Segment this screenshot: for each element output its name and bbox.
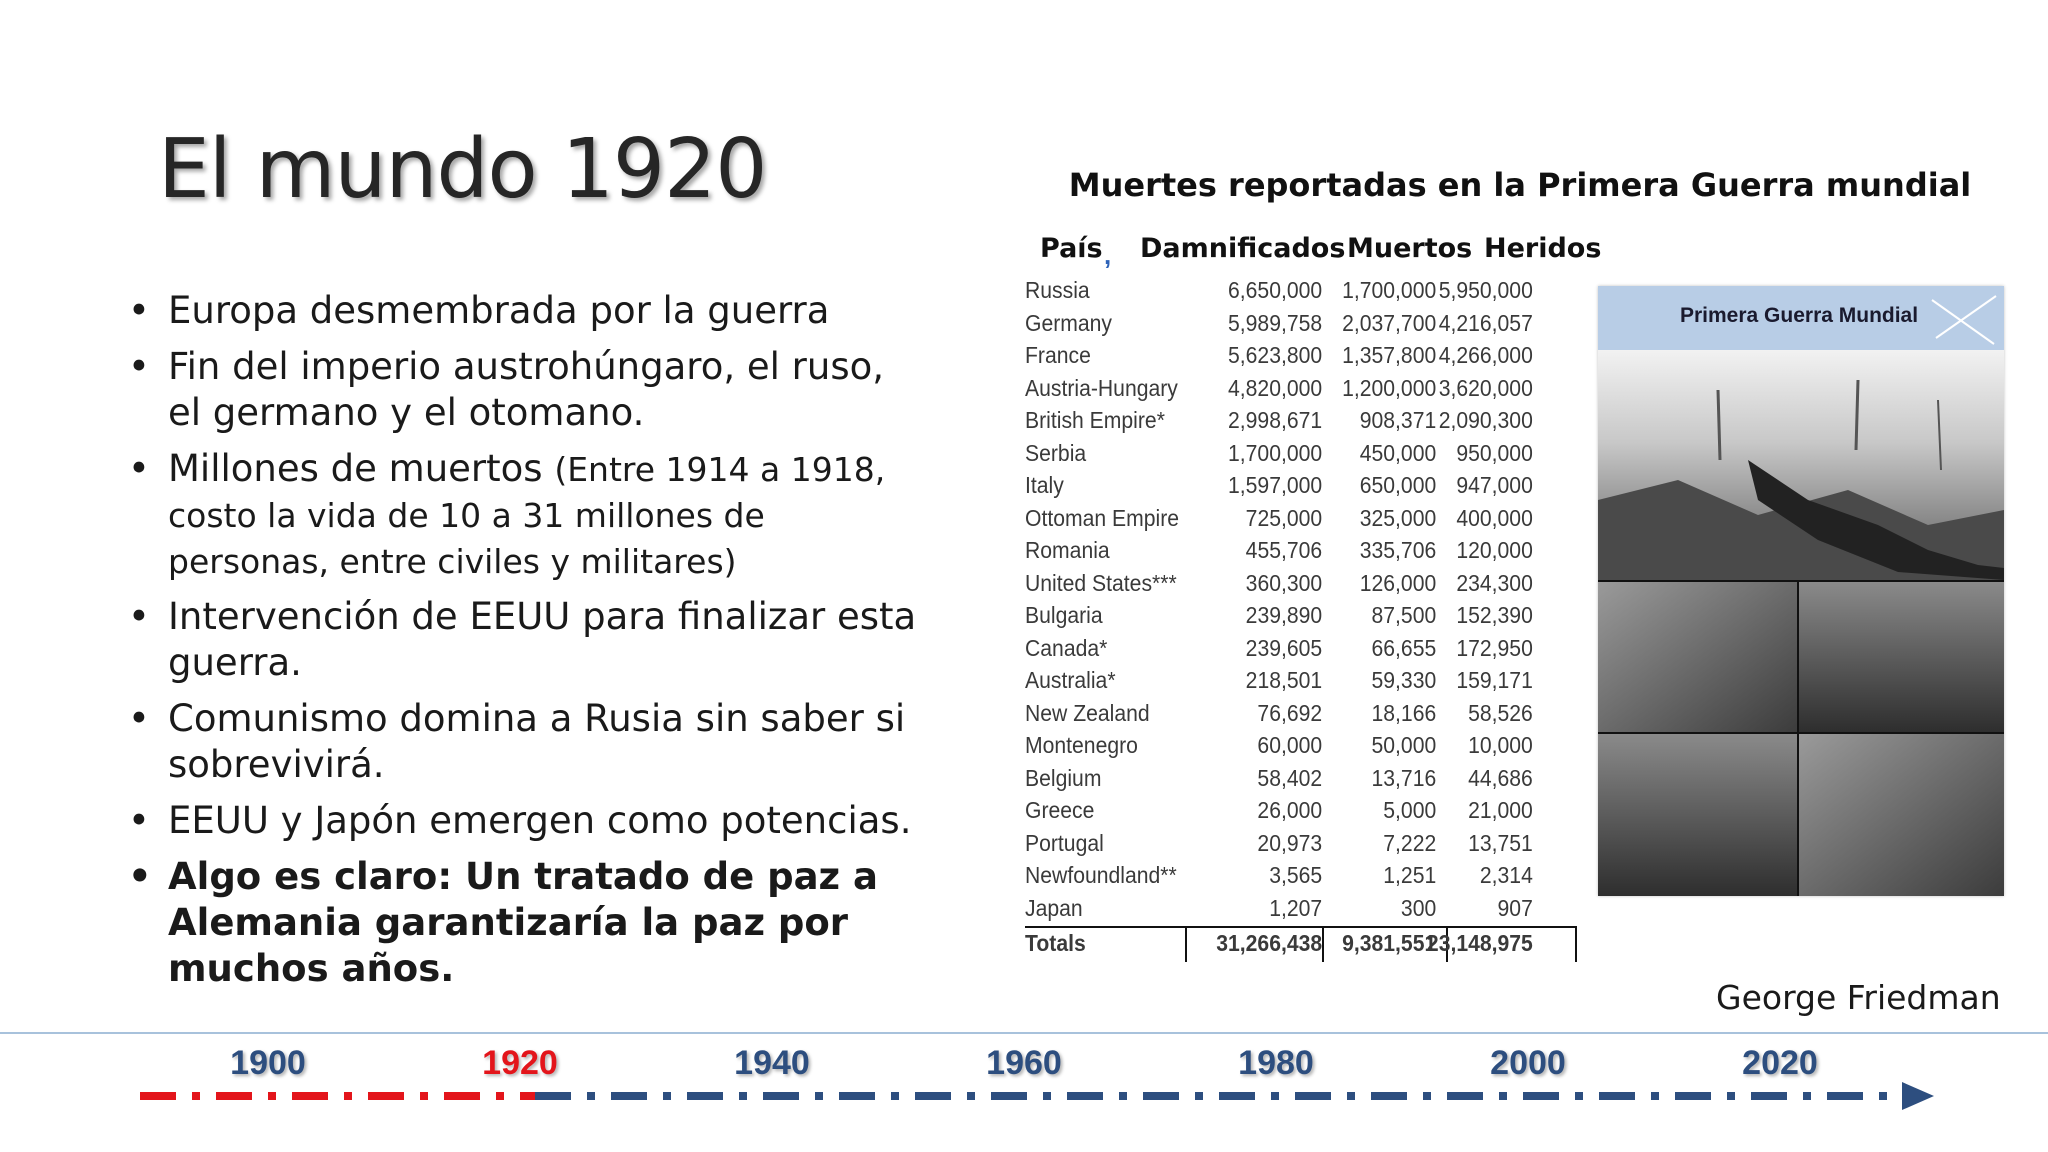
bullet-note: (Entre 1914 a 1918, costo la vida de 10 a 31 millones de personas, entre civiles y militares) <box>168 450 886 581</box>
table-row: Serbia 1,700,000 450,000 950,000 <box>1025 439 1533 466</box>
table-row: Italy 1,597,000 650,000 947,000 <box>1025 472 1533 498</box>
photo-banner <box>1598 286 2004 350</box>
photo-caption: Primera Guerra Mundial <box>1680 304 1919 327</box>
table-row: Russia 6,650,000 1,700,000 5,950,000 <box>1025 277 1533 303</box>
table-row: New Zealand 76,692 18,166 58,526 <box>1025 699 1533 726</box>
table-row: Bulgaria 239,890 87,500 152,390 <box>1025 602 1533 628</box>
table-row: Belgium 58,402 13,716 44,686 <box>1025 764 1533 791</box>
table-header-casualties: Damnificados <box>1140 233 1346 264</box>
table-header-wounded: Heridos <box>1484 233 1602 264</box>
table-row: Ottoman Empire 725,000 325,000 400,000 <box>1025 504 1533 531</box>
table-row: Portugal 20,973 7,222 13,751 <box>1025 829 1533 856</box>
totals-divider <box>1025 926 1577 928</box>
bullet-item: • EEUU y Japón emergen como potencias. <box>128 798 918 844</box>
bullet-item: • Comunismo domina a Rusia sin saber si sobrevivirá. <box>128 696 918 788</box>
bullet-item: • Europa desmembrada por la guerra <box>128 288 918 334</box>
ww1-photos <box>1598 350 2004 896</box>
table-row: Montenegro 60,000 50,000 10,000 <box>1025 732 1533 758</box>
table-row: France 5,623,800 1,357,800 4,266,000 <box>1025 342 1533 368</box>
timeline-year-1900: 1900 <box>230 1044 306 1082</box>
table-title: Muertes reportadas en la Primera Guerra mundial <box>1068 166 1972 204</box>
bullet-item: • Millones de muertos (Entre 1914 a 1918, costo la vida de 10 a 31 millones de personas, entre civiles y militares) <box>128 446 918 584</box>
author-credit: George Friedman <box>1716 978 2001 1017</box>
table-row: Newfoundland** 3,565 1,251 2,314 <box>1025 862 1533 888</box>
crossed-lines-icon <box>1598 286 2004 350</box>
table-row: Canada* 239,605 66,655 172,950 <box>1025 634 1533 661</box>
totals-col-divider <box>1575 928 1577 962</box>
timeline-year-2020: 2020 <box>1742 1044 1818 1082</box>
table-row: Austria-Hungary 4,820,000 1,200,000 3,620,000 <box>1025 374 1533 401</box>
bullet-list <box>128 288 918 1002</box>
bullet-item: • Fin del imperio austrohúngaro, el ruso, el germano y el otomano. <box>128 344 918 436</box>
bullet-item-highlight: • Algo es claro: Un tratado de paz a Alemania garantizaría la paz por muchos años. <box>128 854 918 992</box>
table-row: United States*** 360,300 126,000 234,300 <box>1025 569 1533 596</box>
bullet-item: • Intervención de EEUU para finalizar esta guerra. <box>128 594 918 686</box>
table-totals-row: Totals 31,266,438 9,381,551 23,148,975 <box>1025 930 1533 956</box>
table-row: British Empire* 2,998,671 908,371 2,090,300 <box>1025 407 1533 433</box>
header-comma-mark: , <box>1104 240 1112 270</box>
table-row: Australia* 218,501 59,330 159,171 <box>1025 667 1533 693</box>
table-header-country: País <box>1040 233 1103 264</box>
timeline-bar <box>0 1070 2048 1122</box>
timeline-year-1940: 1940 <box>734 1044 810 1082</box>
timeline-year-2000: 2000 <box>1490 1044 1566 1082</box>
table-row: Germany 5,989,758 2,037,700 4,216,057 <box>1025 309 1533 336</box>
timeline-year-1980: 1980 <box>1238 1044 1314 1082</box>
table-header-deaths: Muertos <box>1347 233 1473 264</box>
slide-title: El mundo 1920 <box>158 122 767 217</box>
table-row: Japan 1,207 300 907 <box>1025 894 1533 921</box>
timeline-year-1920: 1920 <box>482 1044 558 1082</box>
table-row: Greece 26,000 5,000 21,000 <box>1025 797 1533 823</box>
ww1-photo-collage <box>1598 286 2004 896</box>
footer-divider <box>0 1032 2048 1034</box>
timeline-year-1960: 1960 <box>986 1044 1062 1082</box>
table-row: Romania 455,706 335,706 120,000 <box>1025 537 1533 563</box>
timeline-arrow-icon <box>1902 1082 1934 1110</box>
